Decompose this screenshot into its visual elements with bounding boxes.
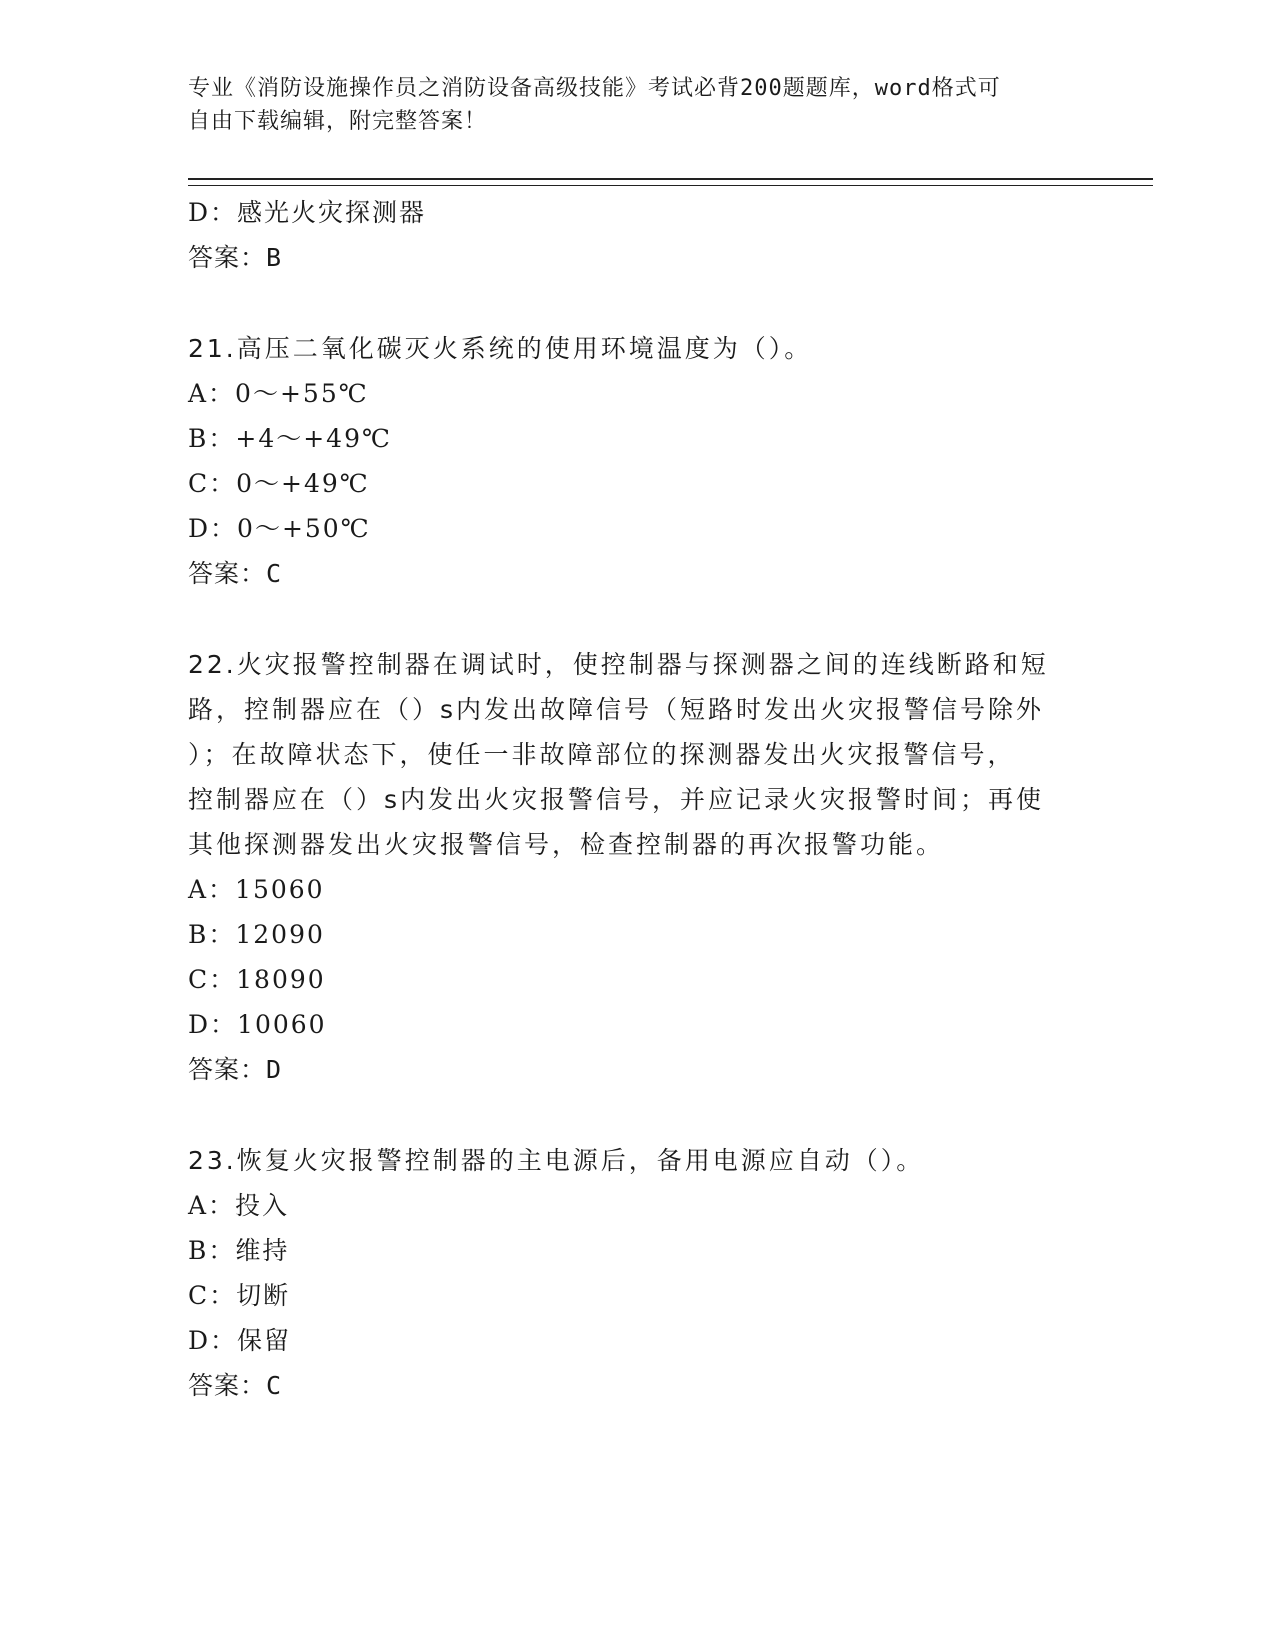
header-divider	[188, 178, 1153, 186]
option-d: D：0～+50℃	[188, 514, 371, 543]
option-a: A：0～+55℃	[188, 379, 369, 408]
document-header	[188, 72, 1068, 138]
option-d: D：感光火灾探测器	[188, 198, 427, 227]
option-c: C：切断	[188, 1281, 291, 1310]
option-b: B：维持	[188, 1236, 290, 1265]
header-line-2: 自由下载编辑，附完整答案！	[188, 109, 488, 134]
question-text-line-2: 路，控制器应在（）s内发出故障信号（短路时发出火灾报警信号除外	[188, 695, 1045, 724]
question-text: 21.高压二氧化碳灭火系统的使用环境温度为（）。	[188, 334, 813, 363]
question-21	[188, 326, 1088, 596]
answer-line: 答案：C	[188, 559, 283, 588]
question-text-line-1: 22.火灾报警控制器在调试时，使控制器与探测器之间的连线断路和短	[188, 650, 1049, 679]
header-line-1: 专业《消防设施操作员之消防设备高级技能》考试必背200题题库，word格式可	[188, 76, 1001, 101]
question-text-line-4: 控制器应在（）s内发出火灾报警信号，并应记录火灾报警时间；再使	[188, 785, 1045, 814]
option-c: C：18090	[188, 965, 326, 994]
answer-line: 答案：D	[188, 1055, 283, 1084]
question-list	[188, 190, 1088, 1408]
option-d: D：10060	[188, 1010, 327, 1039]
question-text-line-5: 其他探测器发出火灾报警信号，检查控制器的再次报警功能。	[188, 830, 945, 859]
question-text-line-3: ）；在故障状态下，使任一非故障部位的探测器发出火灾报警信号，	[188, 740, 1016, 769]
answer-line: 答案：C	[188, 1371, 283, 1400]
question-22	[188, 642, 1088, 1092]
option-b: B：12090	[188, 920, 325, 949]
option-c: C：0～+49℃	[188, 469, 370, 498]
answer-line: 答案：B	[188, 243, 283, 272]
option-a: A：15060	[188, 875, 325, 904]
question-23	[188, 1138, 1088, 1408]
question-text: 23.恢复火灾报警控制器的主电源后，备用电源应自动（）。	[188, 1146, 925, 1175]
option-d: D：保留	[188, 1326, 292, 1355]
option-b: B：+4～+49℃	[188, 424, 392, 453]
option-a: A：投入	[188, 1191, 290, 1220]
